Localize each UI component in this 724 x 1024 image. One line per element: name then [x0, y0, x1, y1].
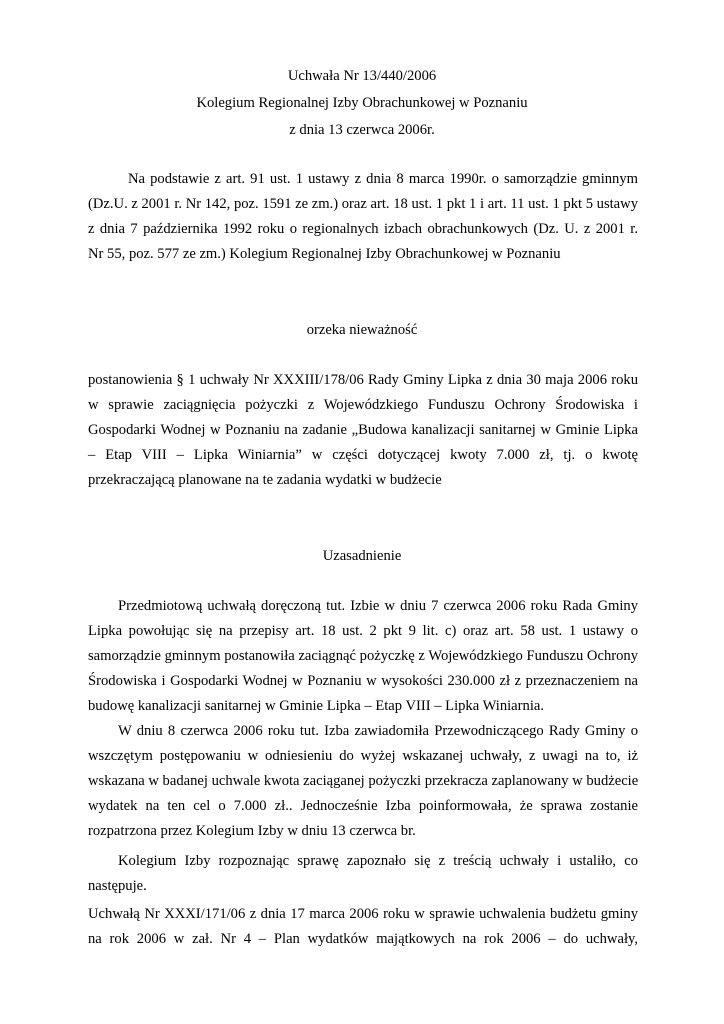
justification-line: W dniu 8 czerwca 2006 roku tut. Izba zawiadomiła Przewodniczącego Rady Gminy o	[118, 723, 638, 739]
justification-line: Środowiska i Gospodarki Wodnej w Poznaniu w wysokości 230.000 zł z przeznaczeniem na	[88, 673, 638, 689]
resolution-title: Uchwała Nr 13/440/2006	[287, 68, 437, 84]
justification-line: Kolegium Izby rozpoznając sprawę zapoznało się z treścią uchwały i ustaliło, co	[118, 853, 638, 869]
ruling-line: – Etap VIII – Lipka Winiarnia” w części dotyczącej kwoty 7.000 zł, tj. o kwotę	[88, 447, 638, 463]
preamble-line: (Dz.U. z 2001 r. Nr 142, poz. 1591 ze zm.) oraz art. 18 ust. 1 pkt 1 i art. 11 ust. 1 pkt 5 ustawy	[88, 196, 638, 212]
preamble-line: Na podstawie z art. 91 ust. 1 ustawy z dnia 8 marca 1990r. o samorządzie gminnym	[128, 171, 638, 187]
justification-line: Lipka powołując się na przepisy art. 18 ust. 2 pkt 9 lit. c) oraz art. 58 ust. 1 ustawy o	[88, 623, 638, 639]
ruling-line: postanowienia § 1 uchwały Nr XXXIII/178/06 Rady Gminy Lipka z dnia 30 maja 2006 roku	[88, 372, 638, 388]
justification-line: wszczętym postępowaniu w odniesieniu do wyżej wskazanej uchwały, z uwagi na to, iż	[88, 748, 638, 764]
justification-line: wydatek na ten cel o 7.000 zł.. Jednocześnie Izba poinformowała, że sprawa zostanie	[88, 798, 638, 814]
ruling-line: Gospodarki Wodnej w Poznaniu na zadanie „Budowa kanalizacji sanitarnej w Gminie Lipka	[88, 422, 638, 438]
justification-line: budowę kanalizacji sanitarnej w Gminie Lipka – Etap VIII – Lipka Winiarnia.	[88, 698, 544, 714]
justification-line: wskazana w badanej uchwale kwota zaciąganej pożyczki przekracza zaplanowany w budżecie	[88, 773, 639, 789]
justification-line: następuje.	[88, 878, 147, 894]
justification-line: Przedmiotową uchwałą doręczoną tut. Izbie w dniu 7 czerwca 2006 roku Rada Gminy	[118, 598, 638, 614]
justification-line: samorządzie gminnym postanowiła zaciągnąć pożyczkę z Wojewódzkiego Funduszu Ochrony	[88, 648, 638, 664]
preamble-line: z dnia 7 października 1992 roku o regionalnych izbach obrachunkowych (Dz. U. z 2001 r.	[88, 221, 638, 237]
ruling-heading: orzeka nieważność	[306, 322, 418, 338]
issuing-body: Kolegium Regionalnej Izby Obrachunkowej w Poznaniu	[196, 95, 528, 111]
justification-line: rozpatrzona przez Kolegium Izby w dniu 13 czerwca br.	[88, 823, 416, 839]
ruling-line: w sprawie zaciągnięcia pożyczki z Wojewódzkiego Funduszu Ochrony Środowiska i	[88, 397, 638, 413]
justification-line: na rok 2006 w zał. Nr 4 – Plan wydatków majątkowych na rok 2006 – do uchwały,	[88, 931, 638, 947]
justification-heading: Uzasadnienie	[322, 548, 402, 564]
resolution-date: z dnia 13 czerwca 2006r.	[289, 122, 435, 138]
ruling-line: przekraczającą planowane na te zadania wydatki w budżecie	[88, 472, 442, 488]
justification-line: Uchwałą Nr XXXI/171/06 z dnia 17 marca 2006 roku w sprawie uchwalenia budżetu gminy	[88, 906, 638, 922]
preamble-line: Nr 55, poz. 577 ze zm.) Kolegium Regionalnej Izby Obrachunkowej w Poznaniu	[88, 246, 561, 262]
